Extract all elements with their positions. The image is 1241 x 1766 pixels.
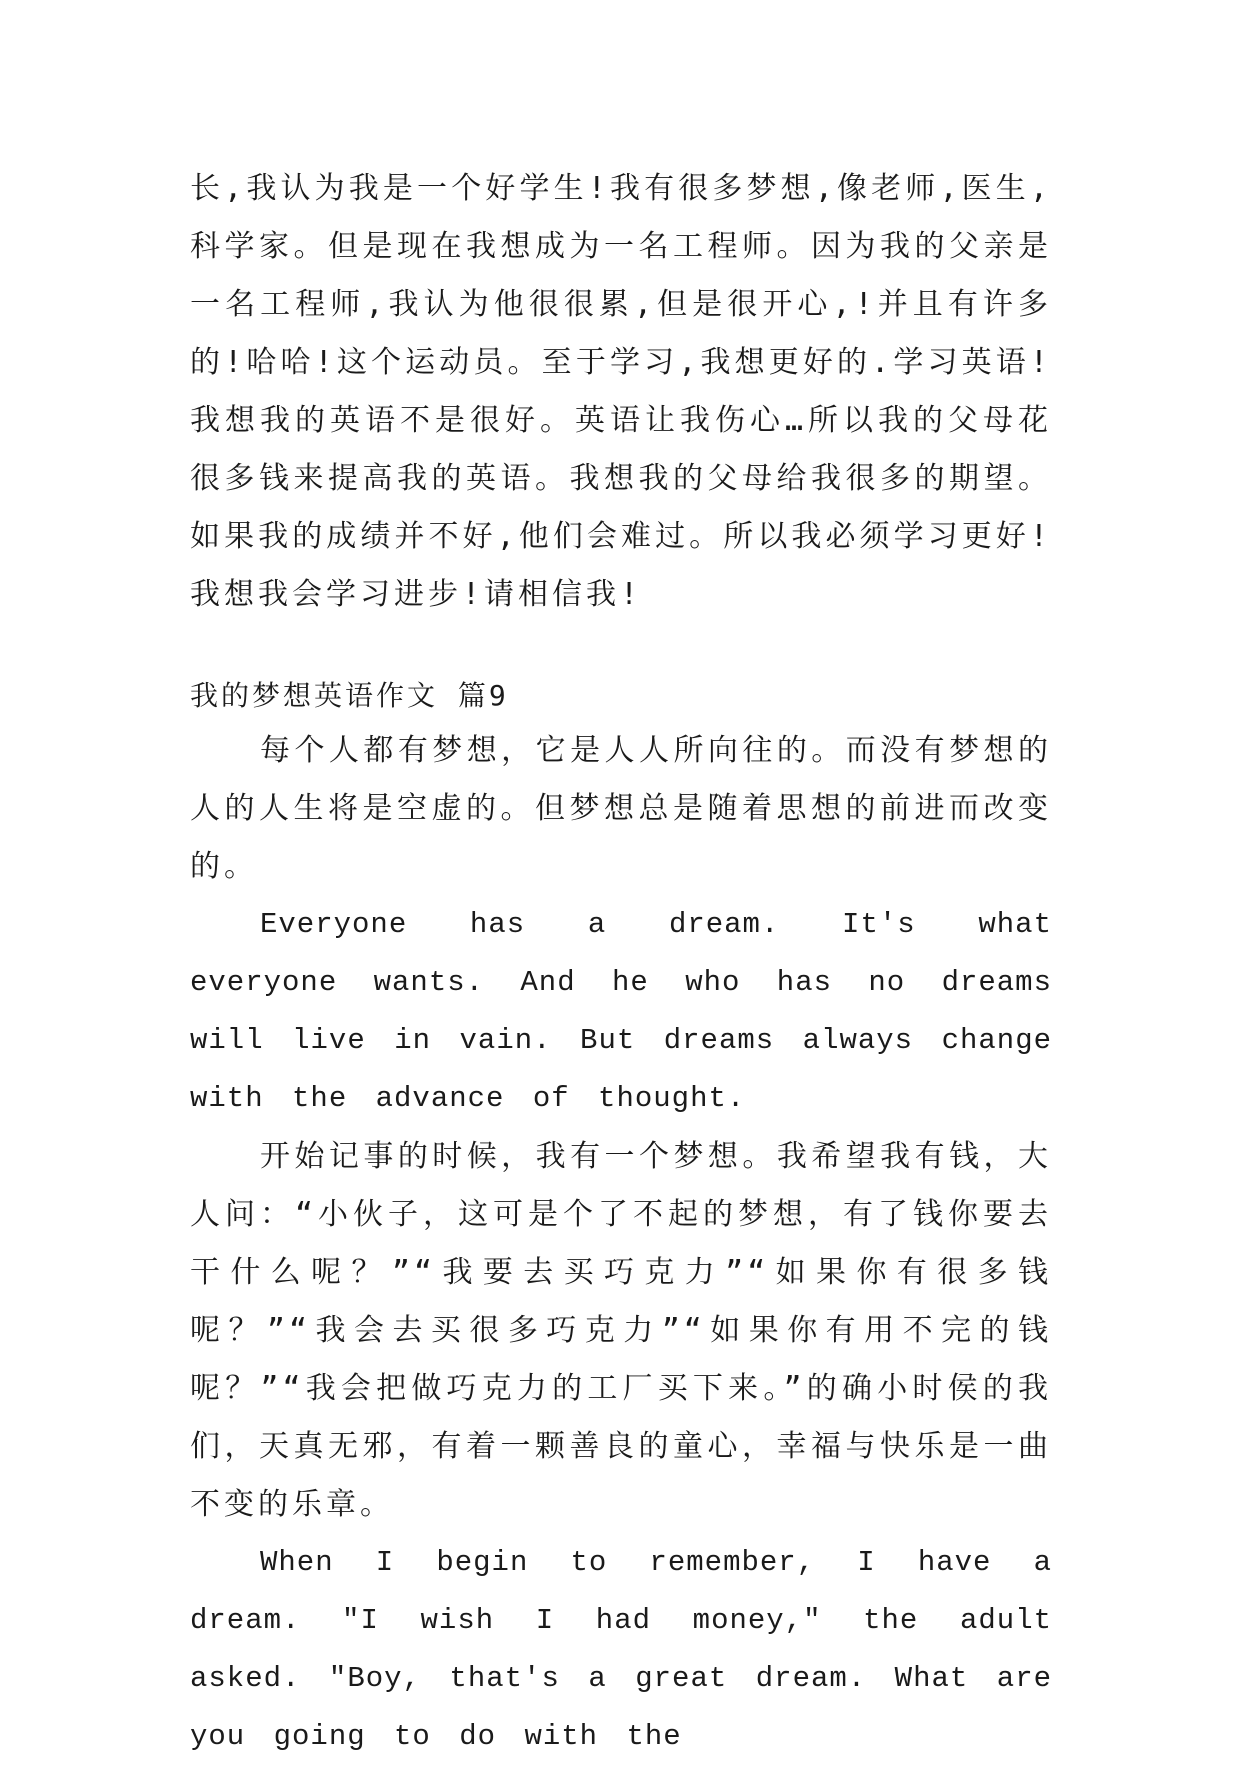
paragraph-chinese-2: 开始记事的时候，我有一个梦想。我希望我有钱，大人问：“小伙子，这可是个了不起的梦想，有了钱你要去干什么呢？”“我要去买巧克力”“如果你有很多钱呢？”“我会去买很多巧克力”“如果你有用不完的钱呢？”“我会把做巧克力的工厂买下来。”的确小时侯的我们，天真无邪，有着一颗善良的童心，幸福与快乐是一曲不变的乐章。 [190, 1139, 1052, 1522]
paragraph-chinese-1: 每个人都有梦想，它是人人所向往的。而没有梦想的人的人生将是空虚的。但梦想总是随着思想的前进而改变的。 [190, 733, 1052, 884]
section-heading: 我的梦想英语作文 篇9 [190, 679, 509, 712]
document-page [190, 160, 1081, 1766]
paragraph-english-1: Everyone has a dream. It's what everyone wants. And he who has no dreams will live in vain. But dreams always change with the advance of thought. [190, 908, 1081, 1115]
paragraph-english-2: When I begin to remember, I have a dream. "I wish I had money," the adult asked. "Boy, that's a great dream. What are you going to do with the [190, 1546, 1081, 1753]
intro-paragraph: 长,我认为我是一个好学生!我有很多梦想,像老师,医生,科学家。但是现在我想成为一名工程师。因为我的父亲是一名工程师,我认为他很很累,但是很开心,!并且有许多的!哈哈!这个运动员。至于学习,我想更好的.学习英语!我想我的英语不是很好。英语让我伤心…所以我的父母花很多钱来提高我的英语。我想我的父母给我很多的期望。如果我的成绩并不好,他们会难过。所以我必须学习更好!我想我会学习进步!请相信我! [190, 171, 1052, 612]
